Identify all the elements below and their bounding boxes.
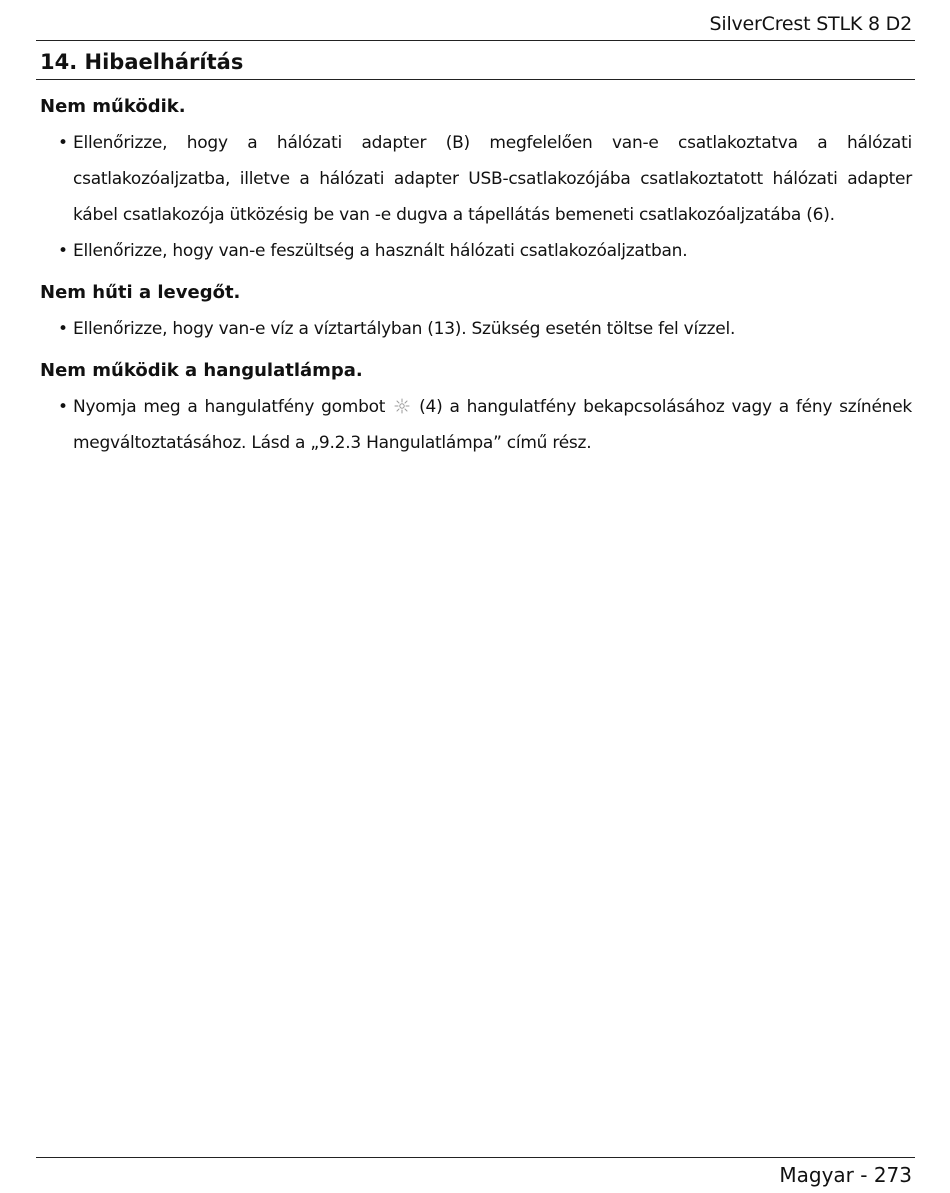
list-item bbox=[40, 311, 912, 347]
bullet-icon: • bbox=[58, 397, 68, 417]
subsection-mood-light bbox=[40, 357, 912, 461]
subsection-not-working bbox=[40, 93, 912, 269]
list-item-text: Ellenőrizze, hogy van-e feszültség a használt hálózati csatlakozóaljzatban. bbox=[73, 241, 688, 261]
page-number: Magyar - 273 bbox=[779, 1163, 912, 1187]
header-rule bbox=[36, 40, 915, 41]
list-item bbox=[40, 125, 912, 233]
subsection-heading: Nem hűti a levegőt. bbox=[40, 282, 241, 303]
troubleshooting-content bbox=[40, 93, 912, 471]
subsection-heading: Nem működik a hangulatlámpa. bbox=[40, 360, 363, 381]
subsection-not-cooling bbox=[40, 279, 912, 347]
bullet-list bbox=[40, 125, 912, 269]
list-item bbox=[40, 233, 912, 269]
list-item-text-start: Nyomja meg a hangulatfény gombot bbox=[73, 397, 386, 417]
subsection-heading: Nem működik. bbox=[40, 96, 186, 117]
list-item-text: Ellenőrizze, hogy van-e víz a víztartályban (13). Szükség esetén töltse fel vízzel. bbox=[73, 319, 736, 339]
list-item-text: Ellenőrizze, hogy a hálózati adapter (B) megfelelően van-e csatlakoztatva a hálózati csatlakozóaljzatba, illetve a hálózati adapter USB-csatlakozójába csatlakoztatott hálózati adapter kábel csatlakozója ütközésig be van -e dugva a tápellátás bemeneti csatlakozóaljzatába (6). bbox=[73, 133, 912, 225]
list-item bbox=[40, 389, 912, 461]
footer-rule bbox=[36, 1157, 915, 1158]
bullet-icon: • bbox=[58, 319, 68, 339]
title-rule bbox=[36, 79, 915, 80]
bullet-list bbox=[40, 389, 912, 461]
bullet-list bbox=[40, 311, 912, 347]
section-title: 14. Hibaelhárítás bbox=[40, 50, 244, 74]
bullet-icon: • bbox=[58, 133, 68, 153]
mood-light-button-icon bbox=[394, 398, 410, 414]
list-item-text-end: (4) a hangulatfény bekapcsolásához vagy a fény színének megváltoztatásához. Lásd a „9.2.3 Hangulatlámpa” című rész. bbox=[73, 397, 912, 453]
running-header: SilverCrest STLK 8 D2 bbox=[709, 13, 912, 35]
bullet-icon: • bbox=[58, 241, 68, 261]
